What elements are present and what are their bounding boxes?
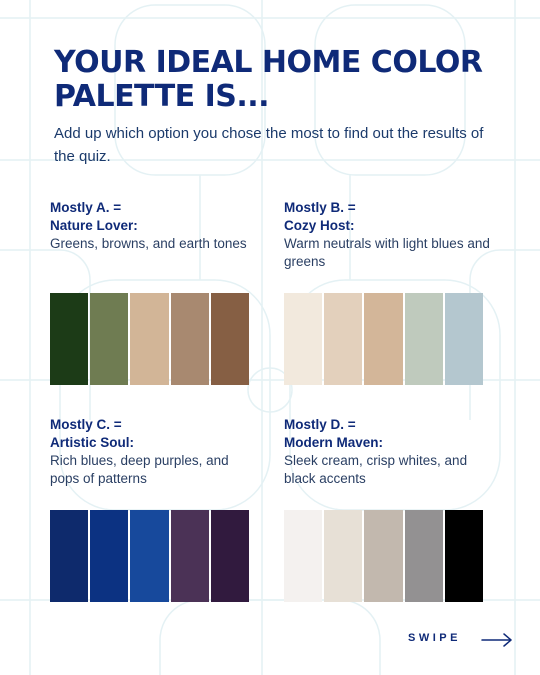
result-name: Modern Maven: — [284, 435, 384, 450]
color-swatch-3 — [364, 293, 402, 385]
result-name: Cozy Host: — [284, 218, 355, 233]
color-swatch-1 — [284, 510, 322, 602]
result-card-c — [50, 416, 260, 602]
result-card-d — [284, 416, 494, 602]
result-description: Rich blues, deep purples, and pops of patterns — [50, 453, 229, 486]
color-swatch-3 — [130, 510, 168, 602]
result-label: Mostly C. = — [50, 417, 122, 432]
color-swatch-5 — [445, 510, 483, 602]
color-swatch-5 — [445, 293, 483, 385]
color-swatch-1 — [50, 510, 88, 602]
swipe-label[interactable]: SWIPE — [408, 632, 461, 644]
color-swatch-3 — [364, 510, 402, 602]
color-swatch-2 — [90, 293, 128, 385]
palette-swatches — [284, 293, 483, 385]
color-swatch-3 — [130, 293, 168, 385]
title-line-2: PALETTE IS... — [54, 79, 270, 114]
result-label: Mostly B. = — [284, 200, 356, 215]
result-description: Sleek cream, crisp whites, and black accents — [284, 453, 468, 486]
palette-swatches — [50, 510, 249, 602]
color-swatch-4 — [405, 510, 443, 602]
color-swatch-4 — [405, 293, 443, 385]
color-swatch-5 — [211, 510, 249, 602]
result-name: Nature Lover: — [50, 218, 138, 233]
color-swatch-4 — [171, 510, 209, 602]
color-swatch-2 — [324, 293, 362, 385]
arrow-right-icon[interactable] — [481, 633, 513, 647]
result-description: Greens, browns, and earth tones — [50, 236, 247, 251]
result-card-a — [50, 199, 260, 385]
color-swatch-1 — [284, 293, 322, 385]
color-swatch-4 — [171, 293, 209, 385]
result-card-b — [284, 199, 494, 385]
result-description: Warm neutrals with light blues and greens — [284, 236, 490, 269]
palette-swatches — [50, 293, 249, 385]
color-swatch-2 — [90, 510, 128, 602]
result-label: Mostly A. = — [50, 200, 122, 215]
page-subtitle: Add up which option you chose the most to find out the results of the quiz. — [54, 125, 484, 165]
title-line-1: YOUR IDEAL HOME COLOR — [54, 45, 483, 80]
result-label: Mostly D. = — [284, 417, 356, 432]
palette-swatches — [284, 510, 483, 602]
color-swatch-2 — [324, 510, 362, 602]
color-swatch-5 — [211, 293, 249, 385]
page-title — [54, 46, 494, 114]
result-name: Artistic Soul: — [50, 435, 135, 450]
color-swatch-1 — [50, 293, 88, 385]
